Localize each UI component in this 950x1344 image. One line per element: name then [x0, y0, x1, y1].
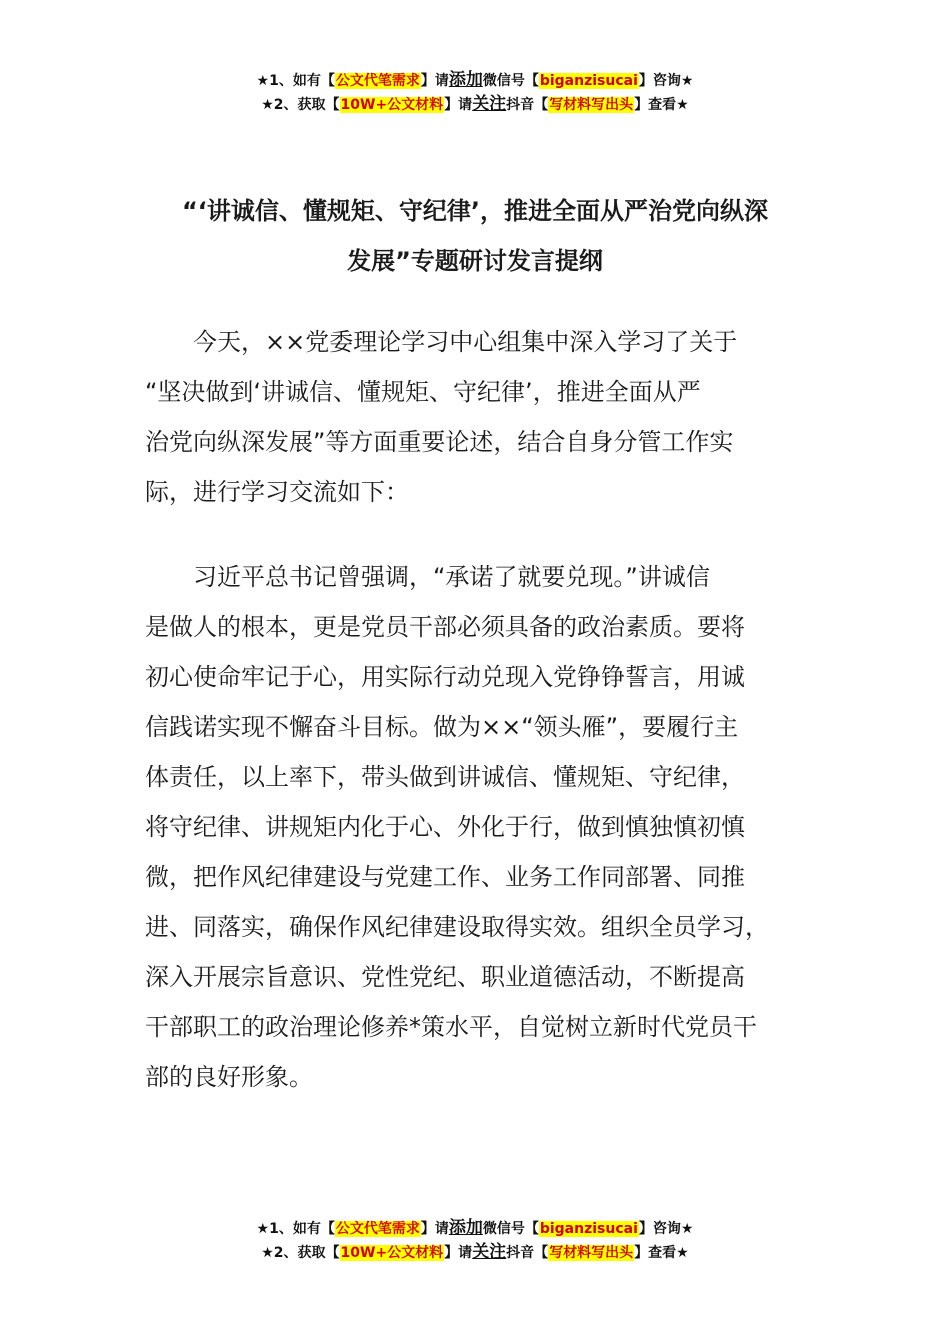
notice-text: ★2、获取【 [261, 1245, 340, 1261]
notice-text: ★1、如有【 [256, 73, 335, 89]
notice-emphasis: 关注 [472, 1242, 507, 1262]
notice-emphasis: 添加 [448, 1218, 483, 1238]
notice-highlight: 公文代笔需求 [335, 1221, 420, 1237]
paragraph-line: 习近平总书记曾强调，“承诺了就要兑现。”讲诚信 [145, 563, 710, 591]
douyin-id-highlight: 写材料写出头 [549, 1245, 634, 1261]
paragraph-line: 际，进行学习交流如下： [145, 478, 409, 506]
paragraph-line: 进、同落实，确保作风纪律建设取得实效。组织全员学习， [145, 913, 769, 941]
paragraph-line: 干部职工的政治理论修养*策水平，自觉树立新时代党员干 [145, 1013, 757, 1041]
notice-line-2 [0, 93, 950, 117]
notice-emphasis: 关注 [472, 94, 507, 114]
paragraph-main [145, 552, 810, 1102]
notice-text: 】查看★ [634, 97, 689, 113]
paragraph-line: 将守纪律、讲规矩内化于心、外化于行，做到慎独慎初慎 [145, 813, 745, 841]
title-line-1: “‘讲诚信、懂规矩、守纪律’，推进全面从严治党向纵深 [181, 197, 768, 225]
paragraph-line: 深入开展宗旨意识、党性党纪、职业道德活动，不断提高 [145, 963, 745, 991]
paragraph-line: “坚决做到‘讲诚信、懂规矩、守纪律’，推进全面从严 [145, 378, 701, 406]
notice-line-1 [0, 1217, 950, 1241]
wechat-id-highlight: biganzisucai [539, 73, 638, 89]
paragraph-line: 信践诺实现不懈奋斗目标。做为××“领头雁”，要履行主 [145, 713, 739, 741]
paragraph-line: 微，把作风纪律建设与党建工作、业务工作同部署、同推 [145, 863, 745, 891]
paragraph-line: 是做人的根本，更是党员干部必须具备的政治素质。要将 [145, 613, 745, 641]
douyin-id-highlight: 写材料写出头 [549, 97, 634, 113]
paragraph-line: 体责任，以上率下，带头做到讲诚信、懂规矩、守纪律， [145, 763, 745, 791]
notice-text: 】请 [420, 1221, 449, 1237]
notice-text: ★1、如有【 [256, 1221, 335, 1237]
paragraph-line: 今天，××党委理论学习中心组集中深入学习了关于 [145, 328, 738, 356]
paragraph-line: 初心使命牢记于心，用实际行动兑现入党铮铮誓言，用诚 [145, 663, 745, 691]
notice-line-1 [0, 69, 950, 93]
title-line-2: 发展”专题研讨发言提纲 [347, 247, 603, 275]
notice-text: 】咨询★ [638, 1221, 694, 1237]
wechat-id-highlight: biganzisucai [539, 1221, 638, 1237]
notice-text: 微信号【 [482, 73, 539, 89]
paragraph-line: 治党向纵深发展”等方面重要论述，结合自身分管工作实 [145, 428, 734, 456]
notice-text: 】请 [444, 97, 473, 113]
notice-text: ★2、获取【 [261, 97, 340, 113]
notice-text: 抖音【 [506, 1245, 549, 1261]
notice-highlight: 10W+公文材料 [340, 97, 444, 113]
notice-text: 】查看★ [634, 1245, 689, 1261]
paragraph-line: 部的良好形象。 [145, 1063, 313, 1091]
header-notice [0, 69, 950, 117]
notice-text: 微信号【 [482, 1221, 539, 1237]
notice-text: 抖音【 [506, 97, 549, 113]
notice-line-2 [0, 1241, 950, 1265]
notice-text: 】咨询★ [638, 73, 694, 89]
document-title [130, 186, 820, 286]
paragraph-intro [145, 317, 810, 517]
notice-text: 】请 [444, 1245, 473, 1261]
notice-text: 】请 [420, 73, 449, 89]
notice-highlight: 公文代笔需求 [335, 73, 420, 89]
footer-notice [0, 1217, 950, 1265]
notice-emphasis: 添加 [448, 70, 483, 90]
notice-highlight: 10W+公文材料 [340, 1245, 444, 1261]
